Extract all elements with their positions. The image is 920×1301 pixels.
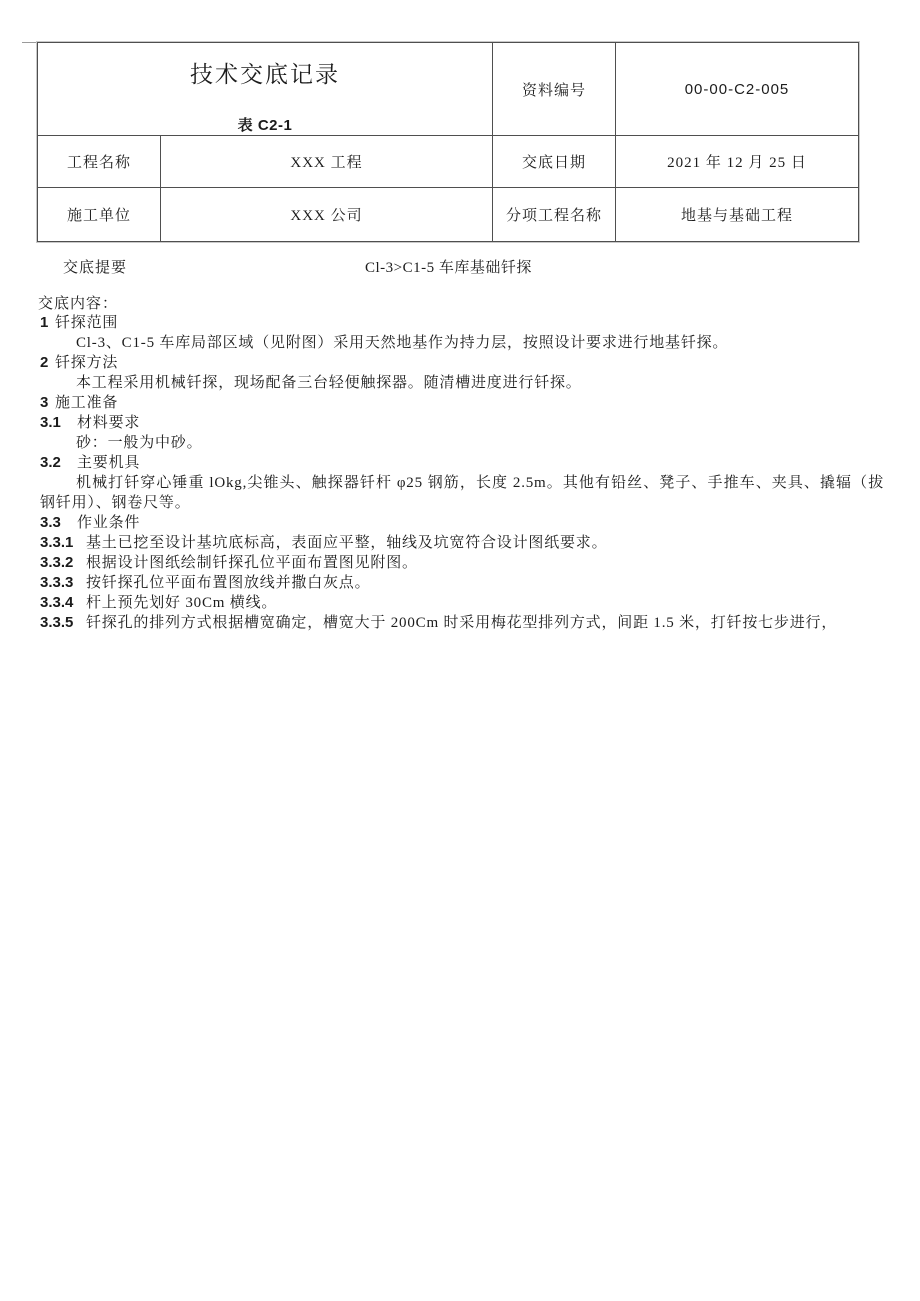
list-item-3-3-1: [40, 533, 884, 553]
content-label: 交底内容：: [38, 296, 119, 312]
section-title: 钎探方法: [55, 355, 119, 371]
item-text: 杆上预先划好 30Cm 横线。: [86, 595, 278, 611]
title-cell: [38, 43, 493, 136]
section-heading-3: [40, 393, 884, 413]
paragraph-scope: Cl-3、C1-5 车库局部区域（见附图）采用天然地基作为持力层，按照设计要求进行地基钎探。: [76, 335, 729, 351]
subproject-label: 分项工程名称: [493, 188, 616, 242]
subproject-value: 地基与基础工程: [616, 188, 859, 242]
subsection-title: 主要机具: [77, 455, 141, 471]
list-item-3-3-3: [40, 573, 884, 593]
body-text: [40, 313, 884, 633]
list-item-3-3-5: [40, 613, 884, 633]
section-heading-1: [40, 313, 884, 333]
item-text: 基土已挖至设计基坑底标高，表面应平整，轴线及坑宽符合设计图纸要求。: [86, 535, 608, 551]
doc-no-label: 资料编号: [493, 43, 616, 136]
subsection-number: 3.3: [40, 514, 61, 531]
paragraph-machinery: 机械打钎穿心锤重 lOkg,尖锥头、触探器钎杆 φ25 钢筋，长度 2.5m。其他有铅丝、凳子、手推车、夹具、撬辐（拔钢钎用）、钢卷尺等。: [40, 475, 884, 511]
table-row: [38, 136, 859, 188]
section-number: 2: [40, 354, 49, 371]
document-body: [0, 239, 920, 633]
subsection-title: 材料要求: [77, 415, 141, 431]
section-title: 施工准备: [55, 395, 119, 411]
contractor-value: XXX 公司: [161, 188, 493, 242]
item-text: 钎探孔的排列方式根据槽宽确定，槽宽大于 200Cm 时采用梅花型排列方式，间距 1.5 米，打钎按七步进行，: [86, 615, 838, 631]
list-item-3-3-4: [40, 593, 884, 613]
section-number: 3: [40, 394, 49, 411]
item-text: 根据设计图纸绘制钎探孔位平面布置图见附图。: [86, 555, 418, 571]
subsection-heading-3-1: [40, 413, 884, 433]
table-row: [38, 188, 859, 242]
paragraph-method: 本工程采用机械钎探，现场配备三台轻便触探器。随清槽进度进行钎探。: [76, 375, 582, 391]
section-heading-2: [40, 353, 884, 373]
document-title: 技术交底记录: [190, 61, 340, 87]
subsection-heading-3-2: [40, 453, 884, 473]
header-table: [37, 42, 859, 242]
project-name-label: 工程名称: [38, 136, 161, 188]
item-text: 按钎探孔位平面布置图放线并撒白灰点。: [86, 575, 371, 591]
paragraph-sand: 砂：一般为中砂。: [76, 435, 203, 451]
list-item-3-3-2: [40, 553, 884, 573]
doc-no-value: 00-00-C2-005: [616, 43, 859, 136]
table-top-border-stub: [22, 42, 38, 43]
contractor-label: 施工单位: [38, 188, 161, 242]
subsection-number: 3.2: [40, 454, 61, 471]
date-value: 2021 年 12 月 25 日: [616, 136, 859, 188]
subsection-number: 3.1: [40, 414, 61, 431]
item-number: 3.3.4: [40, 594, 74, 611]
item-number: 3.3.5: [40, 614, 74, 631]
section-title: 钎探范围: [55, 315, 119, 331]
table-row: [38, 43, 859, 136]
summary-row: [0, 256, 920, 276]
summary-label: 交底提要: [63, 260, 128, 276]
subsection-heading-3-3: [40, 513, 884, 533]
item-number: 3.3.2: [40, 554, 74, 571]
section-number: 1: [40, 314, 49, 331]
item-number: 3.3.3: [40, 574, 74, 591]
item-number: 3.3.1: [40, 534, 74, 551]
date-label: 交底日期: [493, 136, 616, 188]
form-number: 表 C2-1: [237, 117, 293, 134]
project-name-value: XXX 工程: [161, 136, 493, 188]
summary-value: Cl-3>C1-5 车库基础钎探: [365, 260, 532, 276]
subsection-title: 作业条件: [77, 515, 141, 531]
